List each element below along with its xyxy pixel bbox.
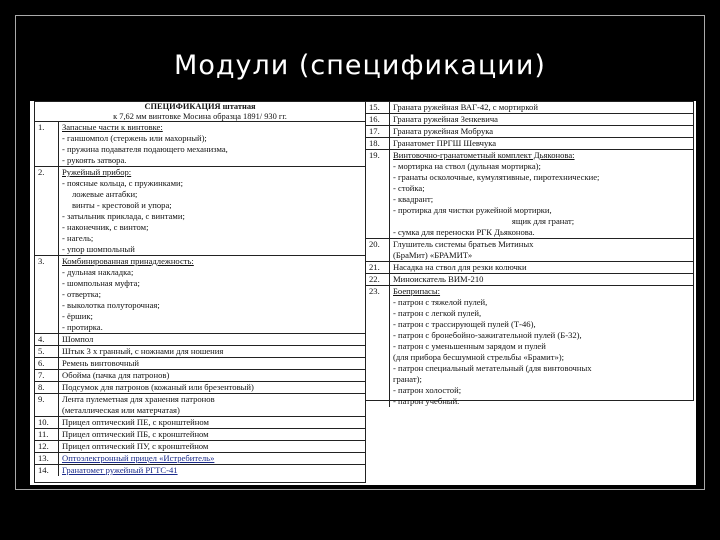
row-line: - патрон с тяжелой пулей, <box>393 297 488 307</box>
row-line: - пружина подавателя подающего механизма, <box>62 144 228 154</box>
row-line: ящик для гранат; <box>511 216 575 226</box>
row-line: - патрон с уменьшенным зарядом и пулей <box>393 341 546 351</box>
row-line: Винтовочно-гранатометный комплект Дьяконова: <box>393 150 575 160</box>
row-content <box>59 453 365 464</box>
row-number: 3. <box>35 256 59 333</box>
row-line: - мортирка на ствол (дульная мортирка); <box>393 161 541 171</box>
row-line: Миноискатель ВИМ-210 <box>393 274 484 284</box>
row-line: ложевые антабки; <box>72 189 138 199</box>
row-number: 6. <box>35 358 59 369</box>
row-number: 1. <box>35 122 59 166</box>
row-line: Лента пулеметная для хранения патронов <box>62 394 215 404</box>
row-line: (для прибора бесшумной стрельбы «Брамит»); <box>393 352 565 362</box>
row-line: Ремень винтовочный <box>62 358 139 368</box>
row-line: - наконечник, с винтом; <box>62 222 149 232</box>
slide-title: Модули (спецификации) <box>174 50 546 81</box>
table-row <box>366 126 693 138</box>
row-line: Обойма (пачка для патронов) <box>62 370 170 380</box>
row-line: Прицел оптический ПУ, с кронштейном <box>62 441 209 451</box>
row-number: 20. <box>366 239 390 261</box>
row-content <box>59 382 365 393</box>
row-content <box>59 346 365 357</box>
row-line: винты - крестовой и упора; <box>72 200 172 210</box>
row-number: 12. <box>35 441 59 452</box>
row-content <box>390 138 693 149</box>
table-row <box>35 334 365 346</box>
row-content <box>390 114 693 125</box>
row-line: - патрон специальный метательный (для винтовочных <box>393 363 592 373</box>
row-line: Гранатомет ружейный РГТС-41 <box>62 465 178 475</box>
row-line: Шомпол <box>62 334 94 344</box>
row-line: - шомпольная муфта; <box>62 278 140 288</box>
table-row <box>35 358 365 370</box>
row-number: 14. <box>35 465 59 476</box>
row-content <box>390 102 693 113</box>
row-line: Штык 3 х гранный, с ножнами для ношения <box>62 346 224 356</box>
row-number: 10. <box>35 417 59 428</box>
row-number: 15. <box>366 102 390 113</box>
row-line: Глушитель системы братьев Митиных <box>393 239 534 249</box>
row-line: - рукоять затвора. <box>62 155 127 165</box>
row-line: Прицел оптический ПЕ, с кронштейном <box>62 417 209 427</box>
row-line: - патрон с бронебойно-зажигательной пулей (Б-32), <box>393 330 582 340</box>
row-line: - ганшомпол (стержень или махорный); <box>62 133 207 143</box>
row-line: Ружейный прибор: <box>62 167 132 177</box>
row-number: 19. <box>366 150 390 238</box>
row-line: Боеприпасы: <box>393 286 441 296</box>
row-line: - выколотка полуторочная; <box>62 300 160 310</box>
spec-table-right <box>366 101 694 406</box>
spec-header <box>35 102 365 122</box>
table-row <box>366 102 693 114</box>
table-row <box>366 286 693 407</box>
table-row <box>35 417 365 429</box>
row-content <box>59 394 365 416</box>
row-number: 22. <box>366 274 390 285</box>
row-number: 7. <box>35 370 59 381</box>
table-row <box>35 453 365 465</box>
row-number: 17. <box>366 126 390 137</box>
row-content <box>390 262 693 273</box>
row-number: 11. <box>35 429 59 440</box>
row-number: 21. <box>366 262 390 273</box>
row-line: Прицел оптический ПБ, с кронштейном <box>62 429 209 439</box>
spec-rows-left <box>35 122 365 476</box>
table-row <box>35 256 365 334</box>
row-line: - стойка; <box>393 183 425 193</box>
row-content <box>390 126 693 137</box>
row-line: Оптоэлектронный прицел «Истребитель» <box>62 453 215 463</box>
row-line: - затыльник приклада, с винтами; <box>62 211 185 221</box>
row-line: - патрон учебный. <box>393 396 460 406</box>
row-number: 13. <box>35 453 59 464</box>
row-content <box>59 429 365 440</box>
spec-table-left <box>34 101 366 483</box>
row-line: - ёршик; <box>62 311 93 321</box>
row-line: - патрон холостой; <box>393 385 462 395</box>
table-row <box>35 394 365 417</box>
row-number: 16. <box>366 114 390 125</box>
row-content <box>390 239 693 261</box>
row-number: 23. <box>366 286 390 407</box>
row-content <box>59 417 365 428</box>
row-line: - нагель; <box>62 233 94 243</box>
table-row <box>366 274 693 286</box>
table-row <box>366 138 693 150</box>
table-row <box>35 167 365 256</box>
row-line: - сумка для переноски РГК Дьяконова. <box>393 227 535 237</box>
table-row <box>366 150 693 239</box>
row-content <box>59 370 365 381</box>
table-row <box>35 122 365 167</box>
row-line: Насадка на ствол для резки колючки <box>393 262 527 272</box>
row-content <box>59 358 365 369</box>
row-number: 9. <box>35 394 59 416</box>
table-row <box>35 429 365 441</box>
row-number: 8. <box>35 382 59 393</box>
spec-header-subtitle: к 7,62 мм винтовке Мосина образца 1891/ 930 гг. <box>113 111 287 121</box>
table-row <box>35 382 365 394</box>
row-line: Граната ружейная Зенкевича <box>393 114 498 124</box>
row-content <box>59 256 365 333</box>
row-number: 4. <box>35 334 59 345</box>
row-number: 5. <box>35 346 59 357</box>
row-line: - патрон с легкой пулей, <box>393 308 482 318</box>
row-line: Граната ружейная Мобрука <box>393 126 494 136</box>
row-line: гранат); <box>393 374 422 384</box>
table-row <box>366 262 693 274</box>
row-line: - квадрант; <box>393 194 434 204</box>
row-line: - поясные кольца, с пружинками; <box>62 178 184 188</box>
row-content <box>390 150 693 238</box>
row-content <box>59 122 365 166</box>
table-row <box>35 465 365 476</box>
row-content <box>59 334 365 345</box>
specification-document <box>30 101 696 485</box>
row-content <box>59 465 365 476</box>
spec-rows-right <box>366 102 693 407</box>
table-row <box>366 114 693 126</box>
row-content <box>59 167 365 255</box>
row-line: - гранаты осколочные, кумулятивные, пиротехнические; <box>393 172 600 182</box>
table-row <box>35 441 365 453</box>
table-row <box>366 239 693 262</box>
table-row <box>35 346 365 358</box>
row-line: (БраМит) «БРАМИТ» <box>393 250 473 260</box>
row-content <box>390 286 693 407</box>
row-line: Гранатомет ПРГШ Шевчука <box>393 138 497 148</box>
row-line: Подсумок для патронов (кожаный или брезентовый) <box>62 382 254 392</box>
row-line: - отвертка; <box>62 289 101 299</box>
row-content <box>59 441 365 452</box>
row-line: - патрон с трассирующей пулей (Т-46), <box>393 319 536 329</box>
row-content <box>390 274 693 285</box>
row-line: (металлическая или матерчатая) <box>62 405 180 415</box>
row-line: Запасные части к винтовке: <box>62 122 163 132</box>
row-number: 2. <box>35 167 59 255</box>
row-line: - упор шомпольный <box>62 244 135 254</box>
row-line: - протирка для чистки ружейной мортирки, <box>393 205 552 215</box>
row-line: - дульная накладка; <box>62 267 134 277</box>
row-number: 18. <box>366 138 390 149</box>
row-line: Граната ружейная ВАГ-42, с мортиркой <box>393 102 538 112</box>
table-row <box>35 370 365 382</box>
row-line: Комбинированная принадлежность: <box>62 256 194 266</box>
spec-header-title: СПЕЦИФИКАЦИЯ штатная <box>144 102 256 111</box>
row-line: - протирка. <box>62 322 103 332</box>
